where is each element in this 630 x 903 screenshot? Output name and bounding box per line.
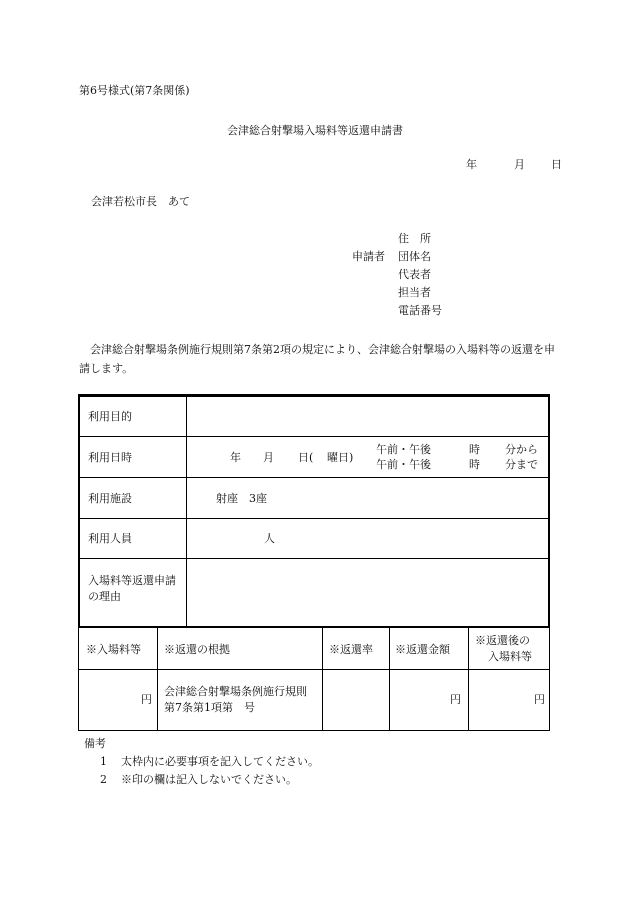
applicant-address-label: 住 所 — [398, 232, 431, 245]
applicant-group-label: 団体名 — [398, 250, 431, 263]
header-refund-amount: ※返還金額 — [395, 643, 450, 656]
notes-heading: 備考 — [84, 737, 106, 750]
refund-amount-unit: 円 — [450, 693, 461, 706]
fee-unit: 円 — [141, 693, 152, 706]
datetime-day: 日( — [298, 451, 314, 464]
datetime-end-ampm: 午前・午後 — [376, 458, 431, 471]
form-number: 第6号様式(第7条関係) — [79, 84, 190, 97]
datetime-month: 月 — [263, 451, 274, 464]
datetime-end-hour: 時 — [469, 458, 480, 471]
reason-row — [80, 558, 548, 627]
note-text: ※印の欄は記入しないでください。 — [121, 773, 297, 786]
after-fee-unit: 円 — [534, 693, 545, 706]
refund-col-divider-2 — [322, 628, 323, 730]
facility-row — [80, 477, 548, 519]
date-line — [466, 156, 562, 172]
date-year: 年 — [466, 158, 477, 171]
note-text: 太枠内に必要事項を記入してください。 — [121, 755, 319, 768]
datetime-label: 利用日時 — [88, 451, 132, 464]
applicant-role-label: 申請者 — [352, 250, 385, 263]
people-unit: 人 — [264, 532, 275, 545]
refund-col-divider-1 — [157, 628, 158, 730]
refund-header-divider — [79, 669, 549, 670]
purpose-row — [80, 396, 548, 437]
basis-line2: 第7条第1項第 号 — [164, 701, 255, 714]
datetime-row — [80, 436, 548, 478]
header-after-line2: 入場料等 — [488, 650, 532, 663]
applicant-representative-label: 代表者 — [398, 268, 431, 281]
datetime-year: 年 — [230, 451, 241, 464]
datetime-end-minute: 分まで — [505, 458, 538, 471]
facility-value: 射座 3座 — [216, 492, 267, 505]
basis-line1: 会津総合射撃場条例施行規則 — [164, 685, 307, 698]
header-after-line1: ※返還後の — [475, 634, 530, 647]
date-day: 日 — [551, 158, 562, 171]
datetime-weekday: 曜日) — [327, 451, 354, 464]
applicant-phone-label: 電話番号 — [398, 304, 442, 317]
datetime-start-hour: 時 — [469, 443, 480, 456]
application-statement: 会津総合射撃場条例施行規則第7条第2項の規定により、会津総合射撃場の入場料等の返還を申請します。 — [79, 343, 555, 375]
people-row — [80, 518, 548, 559]
refund-col-divider-4 — [468, 628, 469, 730]
purpose-label: 利用目的 — [88, 410, 132, 423]
date-month: 月 — [514, 158, 525, 171]
applicant-block — [352, 230, 442, 320]
header-basis: ※返還の根拠 — [164, 643, 230, 656]
addressee: 会津若松市長 あて — [91, 195, 190, 208]
datetime-start-minute: 分から — [505, 443, 538, 456]
note-number: 1 — [100, 755, 107, 768]
refund-table — [78, 628, 550, 731]
note-item — [100, 753, 319, 769]
note-number: 2 — [100, 773, 107, 786]
facility-label: 利用施設 — [88, 492, 132, 505]
applicant-contact-label: 担当者 — [398, 286, 431, 299]
reason-label-line1: 入場料等返還申請 — [88, 574, 176, 587]
datetime-start-ampm: 午前・午後 — [376, 443, 431, 456]
reason-label-line2: の理由 — [88, 590, 121, 603]
document-title: 会津総合射撃場入場料等返還申請書 — [227, 124, 403, 137]
people-label: 利用人員 — [88, 532, 132, 545]
application-table — [78, 394, 550, 628]
refund-col-divider-3 — [389, 628, 390, 730]
header-fee: ※入場料等 — [86, 643, 141, 656]
header-rate: ※返還率 — [329, 643, 373, 656]
note-item — [100, 771, 297, 787]
